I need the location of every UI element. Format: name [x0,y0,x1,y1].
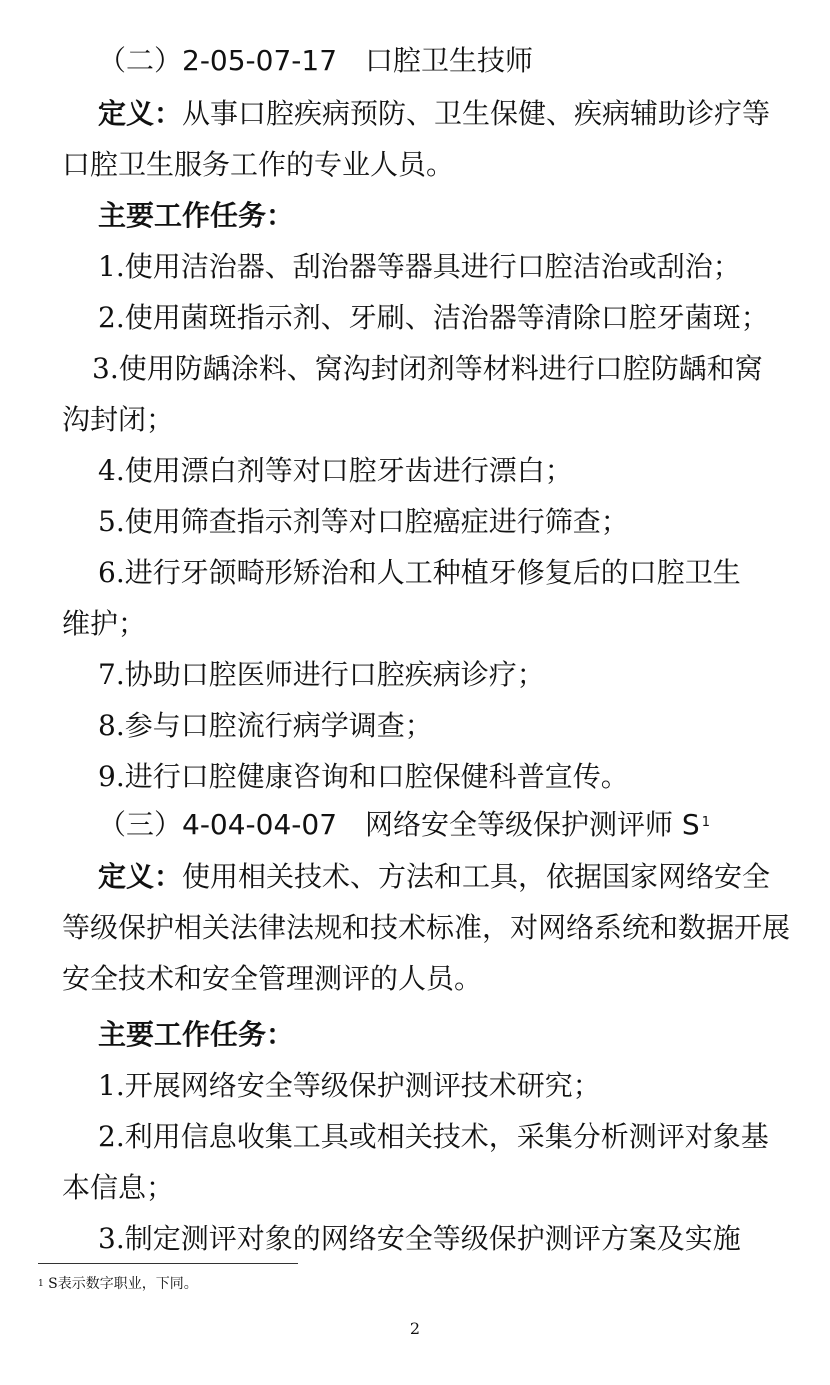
section3-definition-text1: 使用相关技术、方法和工具，依据国家网络安全 [182,860,771,893]
section3-task-item: 3.制定测评对象的网络安全等级保护测评方案及实施 [98,1222,741,1255]
section2-definition-text1: 从事口腔疾病预防、卫生保健、疾病辅助诊疗等 [182,97,771,130]
section2-heading: （二）2-05-07-17 口腔卫生技师 [98,44,534,77]
footnote [38,1275,198,1293]
section3-heading: （三）4-04-04-07 网络安全等级保护测评师 S [98,808,700,841]
footnote-text: S表示数字职业，下同。 [43,1276,198,1292]
section3-definition-label: 定义： [98,860,183,893]
section2-task-item: 4.使用漂白剂等对口腔牙齿进行漂白； [98,454,573,487]
section2-task-item: 1.使用洁治器、刮治器等器具进行口腔洁治或刮治； [98,250,741,283]
footnote-mark: 1 [38,1279,44,1289]
footnote-separator [38,1263,298,1264]
section2-task-item: 5.使用筛查指示剂等对口腔癌症进行筛查； [98,505,629,538]
section3-definition-line1 [98,860,830,894]
section2-task-item: 9.进行口腔健康咨询和口腔保健科普宣传。 [98,760,629,793]
section2-task-item-cont: 维护； [62,607,147,640]
section2-definition-line2: 口腔卫生服务工作的专业人员。 [62,148,455,181]
section2-task-item: 7.协助口腔医师进行口腔疾病诊疗； [98,658,545,691]
section3-heading-line [98,808,830,842]
section2-task-item-cont: 沟封闭； [62,403,175,436]
footnote-reference[interactable]: 1 [701,815,710,830]
section2-tasks-label: 主要工作任务： [98,199,295,232]
section2-task-item: 8.参与口腔流行病学调查； [98,709,433,742]
section3-definition-line2: 等级保护相关法律法规和技术标准，对网络系统和数据开展 [62,911,791,944]
section3-task-item: 1.开展网络安全等级保护测评技术研究； [98,1069,601,1102]
section3-task-item: 2.利用信息收集工具或相关技术，采集分析测评对象基 [98,1120,769,1153]
section2-task-item: 2.使用菌斑指示剂、牙刷、洁治器等清除口腔牙菌斑； [98,301,769,334]
page-number: 2 [409,1319,421,1338]
section2-definition-label: 定义： [98,97,183,130]
section3-definition-line3: 安全技术和安全管理测评的人员。 [62,962,483,995]
section2-definition-line1 [98,97,830,131]
section3-task-item-cont: 本信息； [62,1171,175,1204]
section3-tasks-label: 主要工作任务： [98,1018,295,1051]
section2-task-item: 3.使用防龋涂料、窝沟封闭剂等材料进行口腔防龋和窝 [92,352,763,385]
section2-task-item: 6.进行牙颌畸形矫治和人工种植牙修复后的口腔卫生 [98,556,741,589]
